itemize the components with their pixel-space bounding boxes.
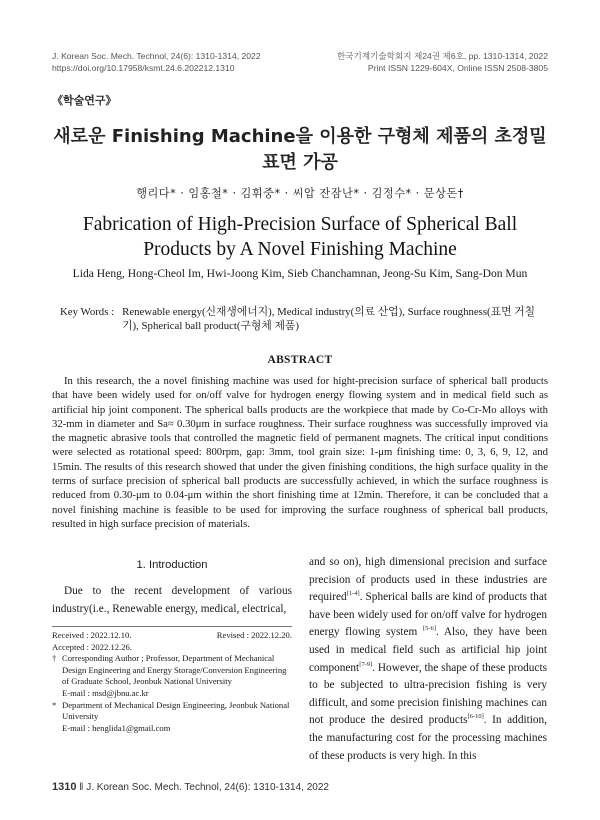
- journal-header-left: [52, 50, 261, 74]
- received-date: Received : 2022.12.10.: [52, 630, 132, 640]
- citation-ref: [1-4]: [346, 590, 360, 598]
- corresponding-author-text: Corresponding Author ; Professor, Department of Mechanical Design Engineering and Energy Storage/Conversion Engineering of Graduate School, Jeonbuk National University: [62, 653, 287, 687]
- accepted-date: Accepted : 2022.12.26.: [52, 641, 132, 652]
- citation-ref: [7-9]: [359, 660, 373, 668]
- citation-ref: [5-6]: [422, 625, 436, 633]
- page-number: 1310: [52, 781, 77, 793]
- footer-separator: ‖: [79, 782, 87, 793]
- english-title-line1: Fabrication of High-Precision Surface of Spherical Ball: [82, 214, 518, 235]
- keywords-label: Key Words :: [60, 306, 115, 318]
- keywords-text: Renewable energy(신재생에너지), Medical industry(의료 산업), Surface roughness(표면 거칠기), Spherical ball product(구형체 제품): [122, 306, 536, 332]
- footnotes: [52, 630, 292, 734]
- section-tag: 《학술연구》: [52, 94, 117, 107]
- received-revised-dates: [52, 630, 292, 642]
- corresponding-author-note: [52, 653, 292, 699]
- dagger-mark: †: [52, 653, 57, 664]
- korean-title: [40, 124, 560, 176]
- revised-date: Revised : 2022.12.20.: [216, 630, 292, 640]
- page-footer: [52, 781, 329, 793]
- intro-text-part4: . However, the shape of these products to be subjected to ultra-precision fishing is very difficult, and some precision finishing machines can not produce the desired products: [309, 661, 547, 727]
- intro-text-part3: . Also, they have been used in medical field such as artificial hip joint component: [309, 626, 548, 674]
- abstract-title: ABSTRACT: [267, 354, 333, 366]
- doi-link[interactable]: https://doi.org/10.17958/ksmt.24.6.202212.1310: [52, 63, 235, 73]
- introduction-left-paragraph: Due to the recent development of various industry(i.e., Renewable energy, medical, electrical,: [52, 585, 292, 615]
- english-title-line2: Products by A Novel Finishing Machine: [143, 239, 457, 260]
- journal-citation: J. Korean Soc. Mech. Technol, 24(6): 1310-1314, 2022: [52, 51, 261, 61]
- keywords: [60, 305, 550, 333]
- corresponding-author-email[interactable]: E-mail : msd@jbnu.ac.kr: [62, 687, 149, 698]
- korean-title-line2: 표면 가공: [262, 152, 338, 173]
- intro-text-part2: . Spherical balls are kind of products that have been widely used for on/off valve for hydrogen energy flowing system: [309, 591, 547, 639]
- korean-authors: 행리다* · 임홍철* · 김휘중* · 씨압 잔잠난* · 김정수* · 문상돈†: [136, 187, 464, 200]
- introduction-right-paragraph: [309, 554, 547, 765]
- english-title: [40, 212, 560, 262]
- affiliation-email[interactable]: E-mail : henglida1@gmail.com: [62, 722, 171, 733]
- issn-info: Print ISSN 1229-604X, Online ISSN 2508-3805: [367, 63, 548, 73]
- korean-title-line1: 새로운 Finishing Machine을 이용한 구형체 제품의 초정밀: [53, 126, 547, 147]
- abstract-body: In this research, the a novel finishing machine was used for hight-precision surface of spherical ball products that have been widely used for on/off valve for hydrogen energy flowing system and in medical field such as artificial hip joint component. The spherical balls products are the workpiece that made by Co-Cr-Mo alloys with 32-mm in diameter and Sa≈ 0.30μm in surface roughness. Their surface roughness was successfully improved via the magnetic abrasive tools that controlled the magnetic field of permanent magnets. The critical input conditions were selected as rotational speed: 800rpm, gap: 3mm, tool grain size: 1-μm finishing time: 0, 3, 6, 9, 12, and 15min. The results of this research showed that under the given finishing conditions, the high surface quality in the terms of surface precision of spherical ball products are successfully achieved, in which the surface roughness is reduced from 0.30-μm to 0.04-μm within the short finishing time at 12min. Therefore, it can be concluded that a novel finishing machine is feasible to be used for improving the surface roughness of spherical ball products, resulted in high surface precision of materials.: [52, 375, 548, 530]
- introduction-heading: 1. Introduction: [136, 559, 208, 571]
- footer-citation: J. Korean Soc. Mech. Technol, 24(6): 1310-1314, 2022: [86, 782, 329, 793]
- journal-header-right: [337, 50, 548, 74]
- affiliation-text: Department of Mechanical Design Engineering, Jeonbuk National University: [62, 699, 290, 722]
- english-authors: Lida Heng, Hong-Cheol Im, Hwi-Joong Kim, Sieb Chanchamnan, Jeong-Su Kim, Sang-Don Mun: [72, 267, 528, 280]
- asterisk-mark: *: [52, 699, 57, 710]
- affiliation-note: [52, 700, 292, 735]
- korean-journal-citation: 한국기계기술학회지 제24권 제6호, pp. 1310-1314, 2022: [336, 51, 548, 61]
- intro-text-part5: . In addition, the manufacturing cost for the processing machines of these products is very high. In this: [309, 714, 548, 762]
- citation-ref: [6-10]: [467, 713, 484, 721]
- intro-text-part1: and so on), high dimensional precision and surface precision of products used in these industries are required: [309, 556, 547, 604]
- footnote-divider: [52, 626, 292, 627]
